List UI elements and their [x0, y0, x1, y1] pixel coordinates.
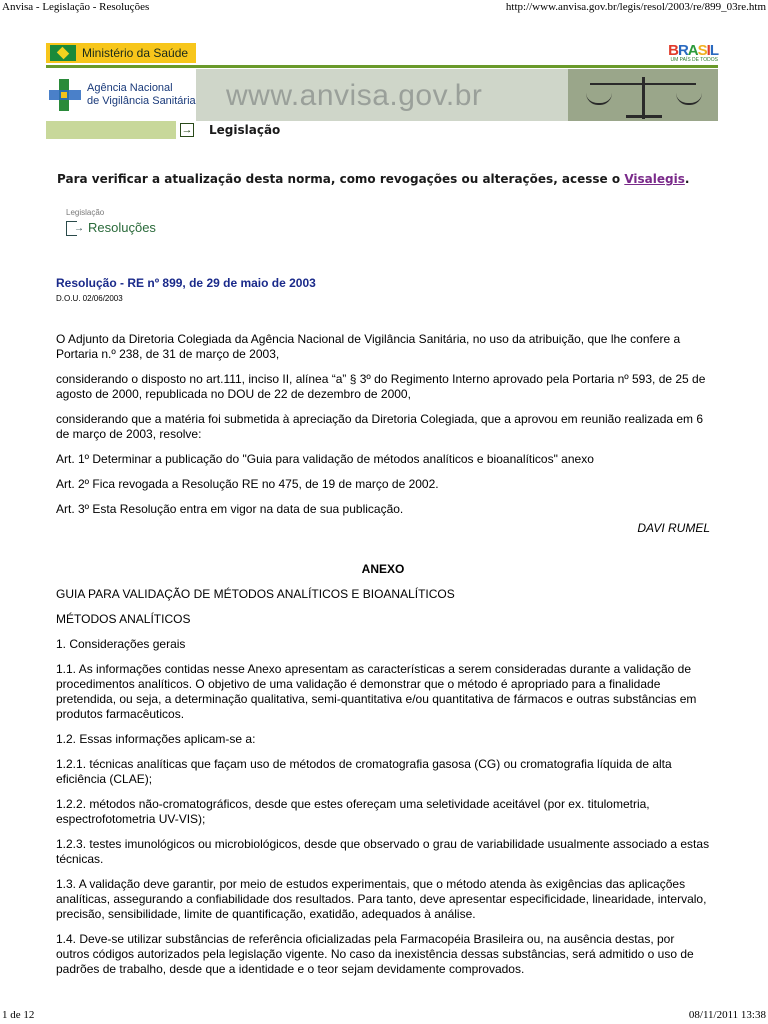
- justice-scale-image: [568, 69, 718, 121]
- anexo-paragraph: GUIA PARA VALIDAÇÃO DE MÉTODOS ANALÍTICOS E BIOANALÍTICOS: [56, 587, 455, 601]
- paragraph: O Adjunto da Diretoria Colegiada da Agência Nacional de Vigilância Sanitária, no uso da atribuição, que lhe confere a Portaria n.º 238, de 31 de março de 2003,: [56, 332, 681, 361]
- ministry-label: Ministério da Saúde: [82, 46, 189, 60]
- print-page-count: 1 de 12: [2, 1009, 35, 1021]
- brasil-wordmark: BRASIL: [668, 42, 718, 59]
- section-bar: [46, 121, 718, 139]
- arrow-in-icon: →: [181, 124, 193, 136]
- breadcrumb-parent: Legislação: [66, 208, 105, 217]
- anexo-paragraph: 1.2.1. técnicas analíticas que façam uso de métodos de cromatografia gasosa (CG) ou cromatografia líquida de alta eficiência (CLAE);: [56, 757, 672, 786]
- print-footer: [0, 1008, 768, 1022]
- print-header: [0, 0, 768, 14]
- section-stripe: [46, 121, 176, 139]
- anexo-paragraph: 1.2. Essas informações aplicam-se a:: [56, 732, 256, 746]
- paragraph: considerando que a matéria foi submetida à apreciação da Diretoria Colegiada, que a aprovou em reunião realizada em 6 de março de 2003, resolve:: [56, 412, 704, 441]
- enter-document-icon: →: [66, 221, 80, 235]
- anvisa-logo[interactable]: [46, 69, 196, 121]
- ministry-bar[interactable]: [46, 43, 196, 63]
- anexo-title: ANEXO: [361, 562, 405, 576]
- agency-name-line1: Agência Nacional: [87, 82, 173, 94]
- paragraph: Art. 1º Determinar a publicação do "Guia para validação de métodos analíticos e bioanalíticos" anexo: [56, 452, 594, 466]
- visalegis-link[interactable]: Visalegis: [624, 172, 685, 186]
- brasil-logo[interactable]: [648, 43, 718, 63]
- anvisa-cross-icon: [49, 79, 83, 111]
- anexo-paragraph: 1.3. A validação deve garantir, por meio de estudos experimentais, que o método atenda às exigências das aplicações analíticas, assegurando a confiabilidade dos resultados. Para tanto, deve apresentar especificidade, linearidade, intervalo, precisão, sensibilidade, limite de quantificação, exatidão, adequados à análise.: [56, 877, 707, 921]
- anexo-paragraph: 1. Considerações gerais: [56, 637, 186, 651]
- paragraph: Art. 2º Fica revogada a Resolução RE no 475, de 19 de março de 2002.: [56, 477, 439, 491]
- print-datetime: 08/11/2011 13:38: [688, 1009, 766, 1021]
- paragraph: considerando o disposto no art.111, inciso II, alínea “a” § 3º do Regimento Interno aprovado pela Portaria nº 593, de 25 de agosto de 2000, republicada no DOU de 22 de dezembro de 2000,: [56, 372, 706, 401]
- paragraph: Art. 3º Esta Resolução entra em vigor na data de sua publicação.: [56, 502, 404, 516]
- breadcrumb[interactable]: [66, 220, 156, 235]
- section-label[interactable]: Legislação: [209, 123, 281, 137]
- anexo-paragraph: 1.4. Deve-se utilizar substâncias de referência oficializadas pela Farmacopéia Brasileira ou, na ausência destas, por outros códigos autorizados pela legislação vigente. No caso da inexistência dessas substâncias, será admitido o uso de padrões de trabalho, desde que a identidade e o teor sejam devidamente comprovados.: [56, 932, 694, 976]
- brasil-slogan: UM PAÍS DE TODOS: [670, 57, 718, 63]
- brazil-flag-icon: [50, 45, 76, 61]
- site-banner: [46, 43, 718, 139]
- site-url: www.anvisa.gov.br: [226, 79, 483, 112]
- document-body: [56, 276, 710, 977]
- url-band: [196, 69, 568, 121]
- anexo-paragraph: 1.2.3. testes imunológicos ou microbiológicos, desde que observado o grau de variabilidade usualmente associado a estas técnicas.: [56, 837, 710, 866]
- update-notice: Para verificar a atualização desta norma, como revogações ou alterações, acesse o Visalegis.: [57, 172, 690, 186]
- print-url: http://www.anvisa.gov.br/legis/resol/2003/re/899_03re.htm: [505, 1, 766, 13]
- notice-text: Para verificar a atualização desta norma, como revogações ou alterações, acesse o: [57, 172, 625, 186]
- agency-name-line2: de Vigilância Sanitária: [87, 95, 196, 107]
- anexo-paragraph: 1.1. As informações contidas nesse Anexo apresentam as características a serem consideradas durante a validação de procedimentos analíticos. O objetivo de uma validação é demonstrar que o método é apropriado para a finalidade pretendida, ou seja, a determinação qualitativa, semi-quantitativa e/ou quantitativa de fármacos e outras substâncias em produtos farmacêuticos.: [56, 662, 697, 721]
- divider: [46, 65, 718, 68]
- anexo-paragraph: MÉTODOS ANALÍTICOS: [56, 612, 191, 626]
- breadcrumb-current: Resoluções: [88, 220, 156, 235]
- anexo-paragraph: 1.2.2. métodos não-cromatográficos, desde que estes ofereçam uma seletividade aceitável (por ex. titulometria, espectrofotometria UV-VIS);: [56, 797, 650, 826]
- print-page-title: Anvisa - Legislação - Resoluções: [2, 1, 150, 13]
- signature: DAVI RUMEL: [637, 521, 710, 535]
- dou-date: D.O.U. 02/06/2003: [56, 294, 123, 303]
- resolution-title: Resolução - RE nº 899, de 29 de maio de 2003: [56, 276, 316, 290]
